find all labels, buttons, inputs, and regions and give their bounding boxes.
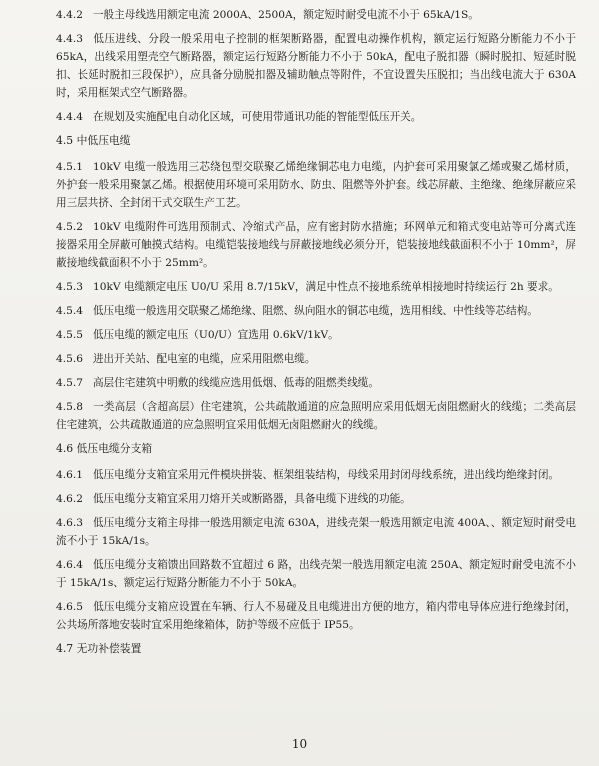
clause-paragraph xyxy=(56,556,576,592)
clause-number: 4.4.3 xyxy=(56,33,83,45)
clause-text: 低压电缆分支箱宜采用元件模块拼装、框架组装结构，母线采用封闭母线系统，进出线均绝缘封闭。 xyxy=(92,469,560,481)
clause-number: 4.5.7 xyxy=(56,377,83,389)
clause-text: 低压进线、分段一般采用电子控制的框架断路器，配置电动操作机构，额定运行短路分断能力不小于 65kA，出线采用塑壳空气断路器，额定运行短路分断能力不小于 50kA，配电子脱扣器（瞬时脱扣、短延时脱扣、长延时脱扣三段保护），应具备分励脱扣器及辅助触点等附件，不宜设置失压脱扣；当出线电流大于 630A 时，采用框架式空气断路器。 xyxy=(56,33,576,99)
clause-number: 4.6.1 xyxy=(56,469,83,481)
clause-text: 一般主母线选用额定电流 2000A、2500A，额定短时耐受电流不小于 65kA/1S。 xyxy=(92,9,479,21)
clause-text: 进出开关站、配电室的电缆，应采用阻燃电缆。 xyxy=(92,353,316,365)
clause-number: 4.5.2 xyxy=(56,221,83,233)
section-heading: 4.6 低压电缆分支箱 xyxy=(56,442,153,455)
clause-paragraph xyxy=(56,490,576,508)
clause-number: 4.6.5 xyxy=(56,601,83,613)
clause-number: 4.6.3 xyxy=(56,517,83,529)
section-heading: 4.5 中低压电缆 xyxy=(56,134,131,147)
clause-text: 低压电缆分支箱馈出回路数不宜超过 6 路，出线壳架一般选用额定电流 250A、额定短时耐受电流不小于 15kA/1s、额定运行短路分断能力不小于 50kA。 xyxy=(56,559,576,589)
clause-paragraph xyxy=(56,302,576,320)
clause-paragraph xyxy=(56,350,576,368)
clause-text: 一类高层（含超高层）住宅建筑，公共疏散通道的应急照明应采用低烟无卤阻燃耐火的线缆；二类高层住宅建筑，公共疏散通道的应急照明宜采用低烟无卤阻燃耐火的线缆。 xyxy=(56,401,576,431)
clause-number: 4.5.4 xyxy=(56,305,83,317)
clause-paragraph xyxy=(56,598,576,634)
clause-paragraph xyxy=(56,398,576,434)
clause-number: 4.6.2 xyxy=(56,493,83,505)
clause-paragraph xyxy=(56,278,576,296)
clause-number: 4.4.2 xyxy=(56,9,83,21)
clause-paragraph xyxy=(56,158,576,212)
clause-paragraph xyxy=(56,374,576,392)
clause-number: 4.5.6 xyxy=(56,353,83,365)
clause-paragraph xyxy=(56,466,576,484)
clause-paragraph xyxy=(56,514,576,550)
clause-number: 4.6.4 xyxy=(56,559,83,571)
clause-text: 10kV 电缆一般选用三芯绕包型交联聚乙烯绝缘铜芯电力电缆，内护套可采用聚氯乙烯或聚乙烯材质，外护套一般采用聚氯乙烯。根据使用环境可采用防水、防虫、阻燃等外护套。线芯屏蔽、主绝缘、绝缘屏蔽应采用三层共挤、全封闭干式交联生产工艺。 xyxy=(56,161,576,209)
clause-text: 高层住宅建筑中明敷的线缆应选用低烟、低毒的阻燃类线缆。 xyxy=(92,377,379,389)
clause-paragraph xyxy=(56,326,576,344)
clause-number: 4.5.1 xyxy=(56,161,83,173)
document-body xyxy=(56,6,576,666)
clause-text: 低压电缆分支箱宜采用刀熔开关或断路器，具备电缆下进线的功能。 xyxy=(92,493,411,505)
clause-paragraph xyxy=(56,108,576,126)
section-heading: 4.7 无功补偿装置 xyxy=(56,642,142,655)
clause-number: 4.5.5 xyxy=(56,329,83,341)
clause-text: 低压电缆分支箱应设置在车辆、行人不易碰及且电缆进出方便的地方，箱内带电导体应进行绝缘封闭，公共场所落地安装时宜采用绝缘箱体，防护等级不应低于 IP55。 xyxy=(56,601,576,631)
clause-text: 低压电缆一般选用交联聚乙烯绝缘、阻燃、纵向阻水的铜芯电缆，选用相线、中性线等芯结构。 xyxy=(92,305,538,317)
clause-number: 4.4.4 xyxy=(56,111,83,123)
clause-number: 4.5.8 xyxy=(56,401,83,413)
clause-text: 10kV 电缆额定电压 U0/U 采用 8.7/15kV，满足中性点不接地系统单相接地时持续运行 2h 要求。 xyxy=(92,281,559,293)
clause-text: 低压电缆的额定电压（U0/U）宜选用 0.6kV/1kV。 xyxy=(92,329,339,341)
clause-paragraph xyxy=(56,218,576,272)
clause-paragraph xyxy=(56,30,576,102)
clause-text: 在规划及实施配电自动化区域，可使用带通讯功能的智能型低压开关。 xyxy=(92,111,422,123)
clause-paragraph xyxy=(56,6,576,24)
page-number: 10 xyxy=(291,737,308,751)
clause-text: 10kV 电缆附件可选用预制式、冷缩式产品，应有密封防水措施；环网单元和箱式变电站等可分离式连接器采用全屏蔽可触摸式结构。电缆铠装接地线与屏蔽接地线必须分开，铠装接地线截面积不小于 10mm²，屏蔽接地线截面积不小于 25mm²。 xyxy=(56,221,576,269)
clause-text: 低压电缆分支箱主母排一般选用额定电流 630A，进线壳架一般选用额定电流 400A、、额定短时耐受电流不小于 15kA/1s。 xyxy=(56,517,576,547)
clause-number: 4.5.3 xyxy=(56,281,83,293)
